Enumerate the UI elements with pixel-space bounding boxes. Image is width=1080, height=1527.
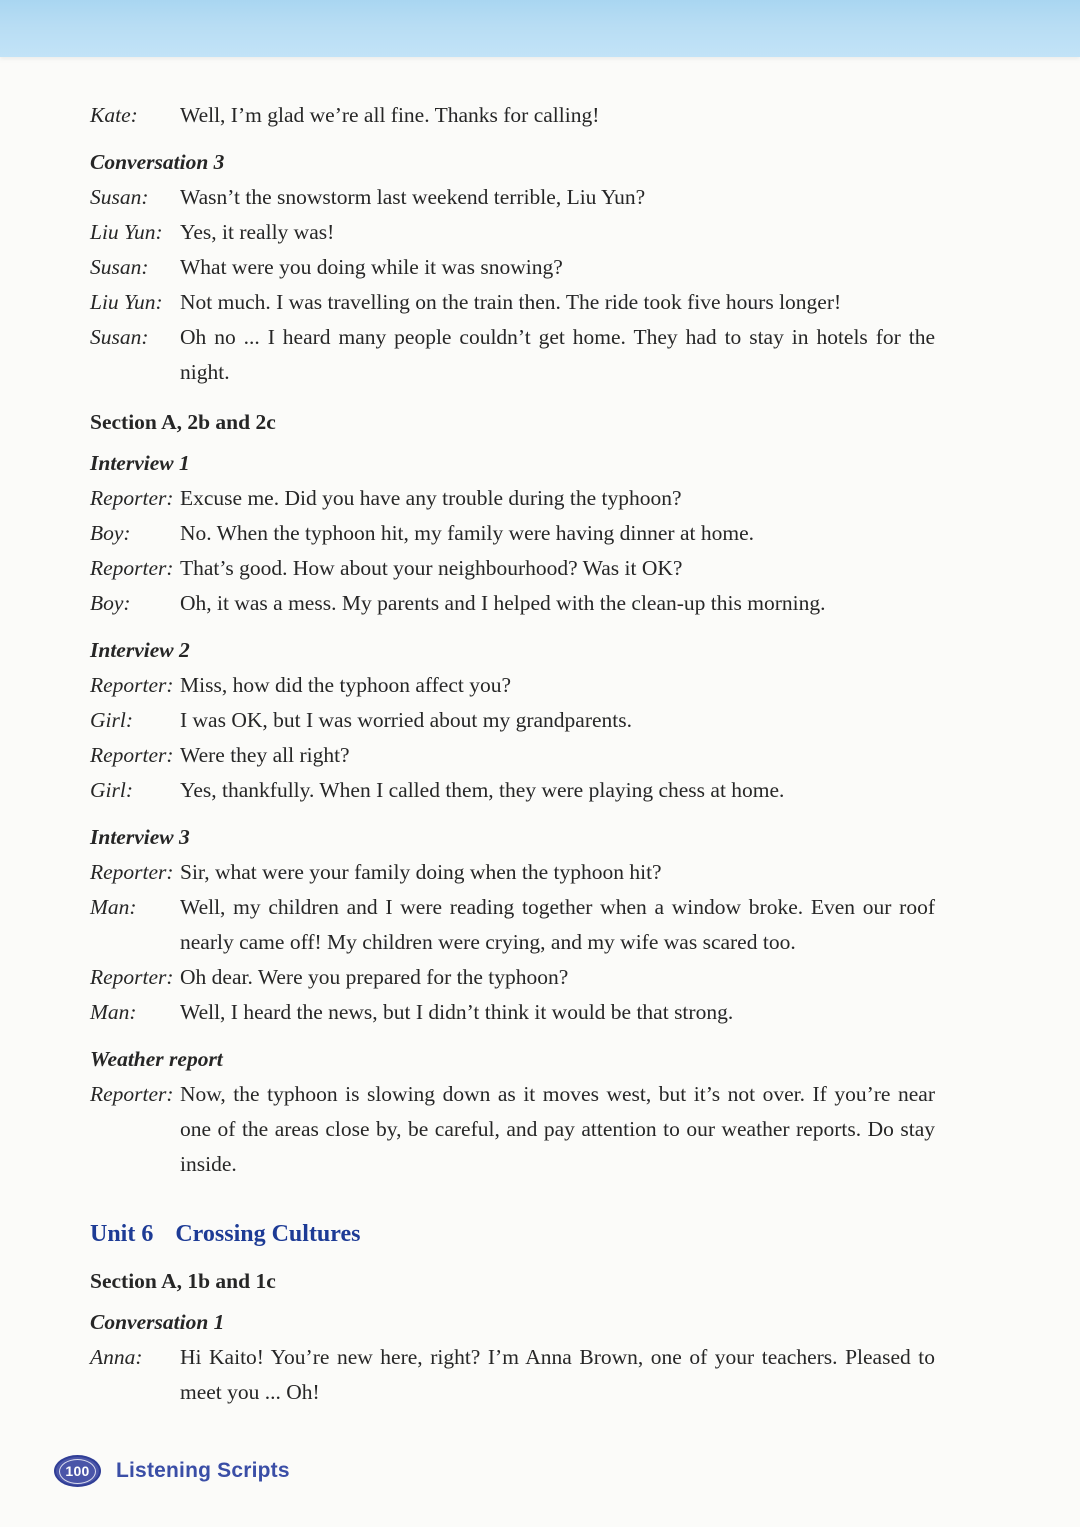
line-text: Excuse me. Did you have any trouble during the typhoon? [180,486,682,510]
line-text: Sir, what were your family doing when the typhoon hit? [180,860,662,884]
script-line [90,586,935,621]
speaker-label: Reporter: [90,860,174,884]
page-number: 100 [65,1463,90,1479]
unit-number: Unit 6 [90,1221,154,1247]
subheading-text: Conversation 3 [90,150,225,174]
line-text: Wasn’t the snowstorm last weekend terrible, Liu Yun? [180,185,646,209]
script-body [0,57,1080,1410]
speaker-label: Girl: [90,778,133,802]
script-line [90,98,935,133]
speaker-label: Man: [90,1000,137,1024]
line-text: No. When the typhoon hit, my family were having dinner at home. [180,521,755,545]
speaker-label: Susan: [90,255,149,279]
script-line [90,1340,935,1410]
subheading [90,1042,935,1077]
unit-heading [90,1214,935,1254]
page-number-badge [54,1455,101,1487]
footer-section-label: Listening Scripts [116,1459,290,1482]
speaker-label: Liu Yun: [90,290,163,314]
script-line [90,516,935,551]
line-text: That’s good. How about your neighbourhood? Was it OK? [180,556,683,580]
line-text: Well, I heard the news, but I didn’t think it would be that strong. [180,1000,734,1024]
subheading [90,633,935,668]
script-line [90,1077,935,1182]
line-text: Oh dear. Were you prepared for the typhoon? [180,965,569,989]
speaker-label: Reporter: [90,1082,174,1106]
speaker-label: Reporter: [90,743,174,767]
subheading-text: Interview 3 [90,825,190,849]
speaker-label: Susan: [90,185,149,209]
line-text: Were they all right? [180,743,350,767]
subheading [90,1305,935,1340]
unit-title: Crossing Cultures [175,1221,361,1247]
script-line [90,738,935,773]
subheading-text: Weather report [90,1047,223,1071]
script-line [90,320,935,390]
script-line [90,285,935,320]
header-band [0,0,1080,57]
line-text: Oh no ... I heard many people couldn’t get home. They had to stay in hotels for the night. [180,325,935,384]
line-text: Miss, how did the typhoon affect you? [180,673,512,697]
speaker-label: Boy: [90,521,131,545]
script-line [90,960,935,995]
subheading-text: Conversation 1 [90,1310,225,1334]
subheading [90,145,935,180]
script-line [90,481,935,516]
speaker-label: Kate: [90,103,138,127]
section-heading-text: Section A, 1b and 1c [90,1269,276,1293]
script-line [90,250,935,285]
section-heading [90,1264,935,1299]
speaker-label: Girl: [90,708,133,732]
speaker-label: Reporter: [90,965,174,989]
speaker-label: Liu Yun: [90,220,163,244]
script-line [90,703,935,738]
script-line [90,773,935,808]
line-text: What were you doing while it was snowing? [180,255,563,279]
subheading-text: Interview 2 [90,638,190,662]
line-text: Well, I’m glad we’re all fine. Thanks for calling! [180,103,600,127]
speaker-label: Reporter: [90,673,174,697]
line-text: Now, the typhoon is slowing down as it moves west, but it’s not over. If you’re near one of the areas close by, be careful, and pay attention to our weather reports. Do stay inside. [180,1082,935,1176]
speaker-label: Susan: [90,325,149,349]
script-line [90,890,935,960]
line-text: I was OK, but I was worried about my grandparents. [180,708,632,732]
subheading-text: Interview 1 [90,451,190,475]
section-heading [90,405,935,440]
subheading [90,820,935,855]
page-footer [54,1455,290,1487]
script-line [90,668,935,703]
line-text: Hi Kaito! You’re new here, right? I’m Anna Brown, one of your teachers. Pleased to meet you ... Oh! [180,1345,935,1404]
script-line [90,855,935,890]
line-text: Oh, it was a mess. My parents and I helped with the clean-up this morning. [180,591,826,615]
script-line [90,995,935,1030]
speaker-label: Reporter: [90,486,174,510]
speaker-label: Man: [90,895,137,919]
speaker-label: Boy: [90,591,131,615]
line-text: Yes, thankfully. When I called them, they were playing chess at home. [180,778,785,802]
script-line [90,215,935,250]
speaker-label: Reporter: [90,556,174,580]
script-line [90,180,935,215]
page-number-ring [59,1459,96,1484]
section-heading-text: Section A, 2b and 2c [90,410,276,434]
subheading [90,446,935,481]
speaker-label: Anna: [90,1345,143,1369]
line-text: Not much. I was travelling on the train then. The ride took five hours longer! [180,290,842,314]
line-text: Yes, it really was! [180,220,335,244]
line-text: Well, my children and I were reading together when a window broke. Even our roof nearly came off! My children were crying, and my wife was scared too. [180,895,935,954]
script-line [90,551,935,586]
